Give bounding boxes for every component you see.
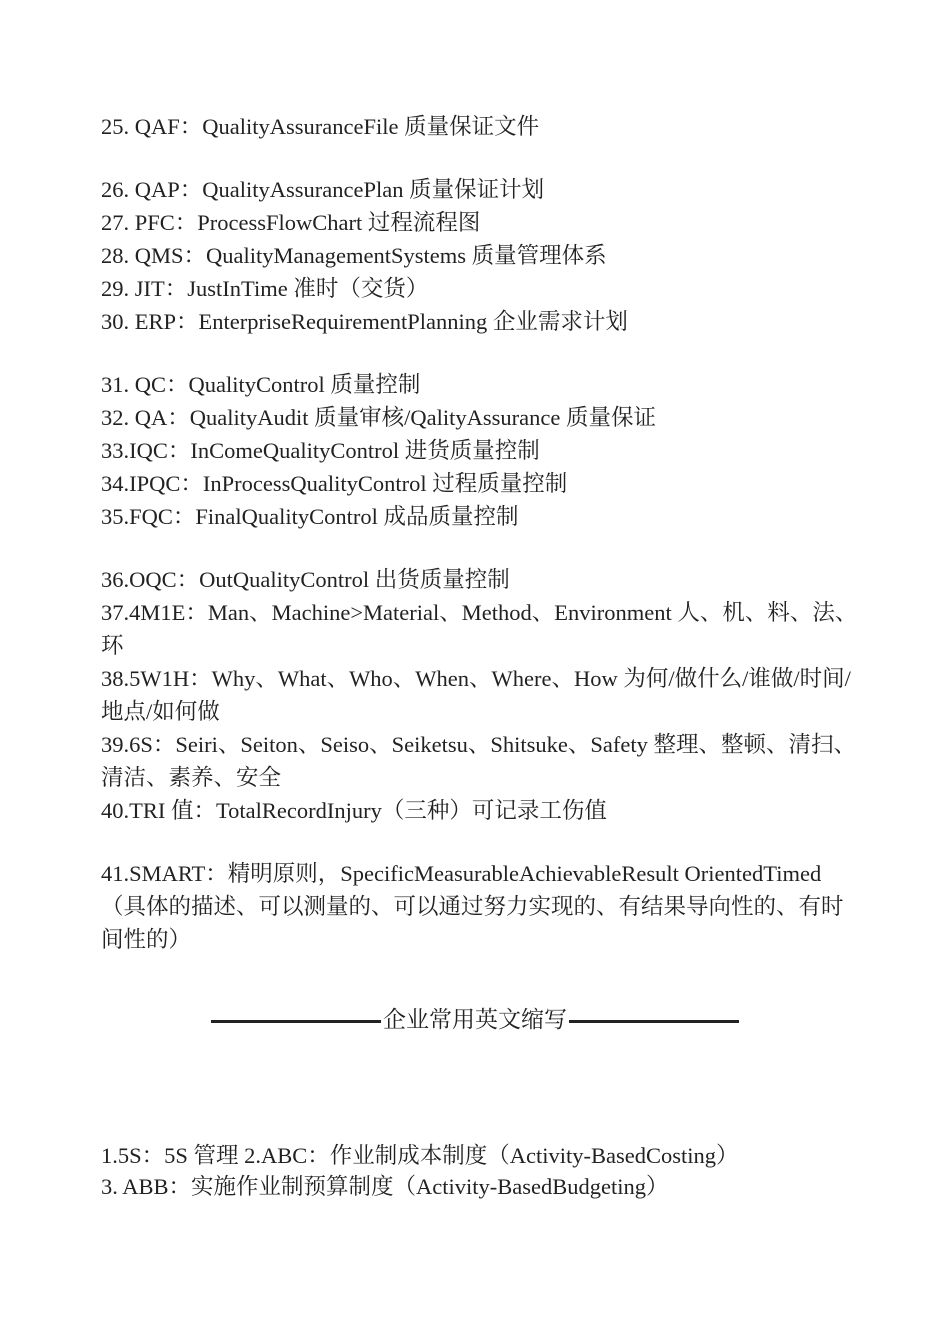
list-item-25: 25. QAF：QualityAssuranceFile 质量保证文件 <box>101 114 540 139</box>
list-item-39: 39.6S：Seiri、Seiton、Seiso、Seiketsu、Shitsuke、Safety 整理、整顿、清扫、清洁、素养、安全 <box>101 732 857 790</box>
list-item-34: 34.IPQC：InProcessQualityControl 过程质量控制 <box>101 471 568 496</box>
list-item-bottom-2: 3. ABB：实施作业制预算制度（Activity-BasedBudgeting） <box>101 1174 669 1199</box>
paragraph-gap <box>101 827 861 857</box>
list-item-31: 31. QC：QualityControl 质量控制 <box>101 372 421 397</box>
list-item-35: 35.FQC：FinalQualityControl 成品质量控制 <box>101 504 519 529</box>
list-item-36: 36.OQC：OutQualityControl 出货质量控制 <box>101 567 510 592</box>
section-title-text: 企业常用英文缩写 <box>383 1007 567 1032</box>
list-item-30: 30. ERP：EnterpriseRequirementPlanning 企业需求计划 <box>101 309 628 334</box>
list-item-40: 40.TRI 值：TotalRecordInjury（三种）可记录工伤值 <box>101 798 607 823</box>
title-rule-right <box>569 1020 739 1023</box>
paragraph-gap <box>101 533 861 563</box>
list-item-32: 32. QA：QualityAudit 质量审核/QalityAssurance 质量保证 <box>101 405 656 430</box>
abbreviation-list <box>101 110 861 956</box>
list-item-29: 29. JIT：JustInTime 准时（交货） <box>101 276 429 301</box>
section-title <box>0 1002 950 1038</box>
paragraph-gap <box>101 143 861 173</box>
list-item-33: 33.IQC：InComeQualityControl 进货质量控制 <box>101 438 540 463</box>
list-item-41: 41.SMART：精明原则，SpecificMeasurableAchievableResult OrientedTimed（具体的描述、可以测量的、可以通过努力实现的、有结果导向性的、有时间性的） <box>101 861 844 952</box>
list-item-28: 28. QMS：QualityManagementSystems 质量管理体系 <box>101 243 607 268</box>
list-item-26: 26. QAP：QualityAssurancePlan 质量保证计划 <box>101 177 545 202</box>
list-item-37: 37.4M1E：Man、Machine>Material、Method、Environment 人、机、料、法、环 <box>101 600 858 658</box>
paragraph-gap <box>101 338 861 368</box>
list-item-27: 27. PFC：ProcessFlowChart 过程流程图 <box>101 210 481 235</box>
title-rule-left <box>211 1020 381 1023</box>
list-item-38: 38.5W1H：Why、What、Who、When、Where、How 为何/做什么/谁做/时间/地点/如何做 <box>101 666 851 724</box>
abbreviation-list-2 <box>101 1140 881 1202</box>
list-item-bottom-1: 1.5S：5S 管理 2.ABC：作业制成本制度（Activity-BasedCosting） <box>101 1143 739 1168</box>
